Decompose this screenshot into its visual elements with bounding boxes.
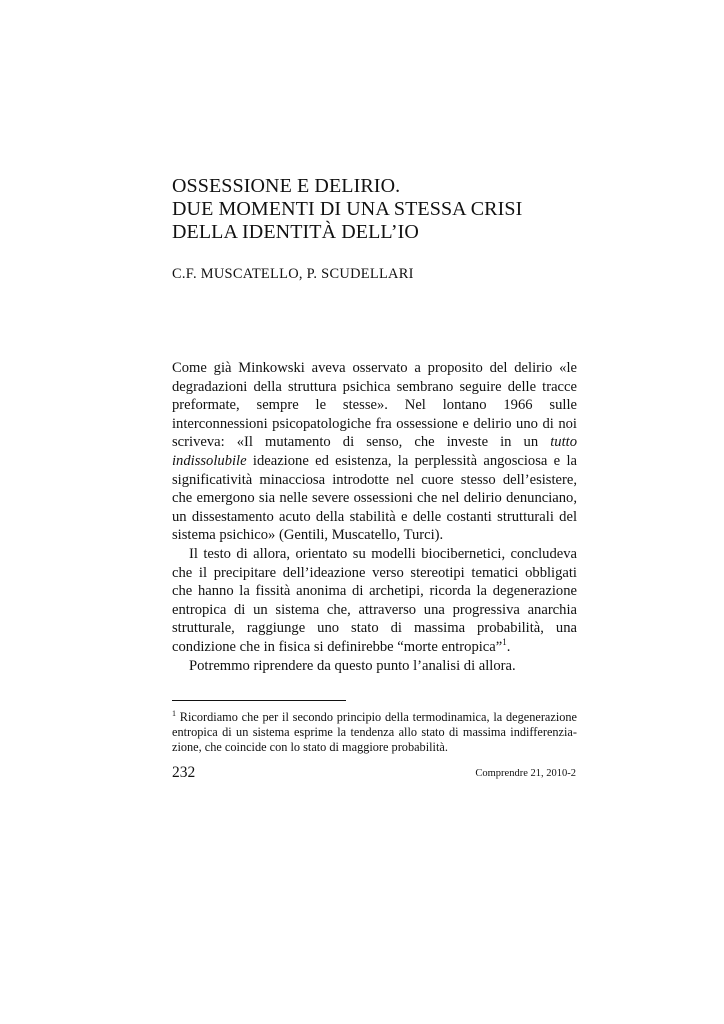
paragraph-1-text-b: ideazione ed esistenza, la perplessità angosciosa e la significatività minacciosa introdotte nel cuore stesso dell’esistere, che emergono sia nelle severe ossessioni che nel delirio denunciano, un dissestamento acuto della stabilità e delle costanti strutturali del sistema psichico» (Gentili, Muscatello, Turci). — [172, 452, 577, 544]
journal-reference: Comprendre 21, 2010-2 — [475, 768, 576, 779]
article-body — [172, 359, 577, 675]
footnote-marker: 1 — [172, 708, 176, 718]
page-number: 232 — [172, 764, 196, 781]
footnote — [172, 710, 577, 756]
footnote-reference[interactable]: 1 — [502, 637, 507, 648]
paragraph-1-italic: tutto indissolubile — [172, 434, 577, 469]
paragraph-2-text: Il testo di allora, orientato su modelli biocibernetici, concludeva che il precipitare dell’ideazione verso stereotipi tematici obbligati che hanno la fissità anonima di archetipi, ricorda la degenerazione entropica di un sistema che, attraverso una progressiva anarchia strutturale, raggiunge uno stato di massima probabilità, una condizione che in fisica si definirebbe “morte entropica” — [172, 545, 577, 655]
paragraph-1-text-a: Come già Minkowski aveva osservato a proposito del delirio «le degradazioni della struttura psichica sembrano seguire delle tracce preformate, sempre le stesse». Nel lontano 1966 sulle interconnessioni psicopatologiche fra ossessione e delirio uno di noi scriveva: «Il mutamento di senso, che investe in un — [172, 360, 577, 451]
article-authors: C.F. MUSCATELLO, P. SCUDELLARI — [172, 266, 414, 282]
paragraph-2-end: . — [506, 638, 511, 655]
article-title — [172, 175, 592, 244]
title-line-2: DUE MOMENTI DI UNA STESSA CRISI — [172, 198, 523, 220]
title-line-3: DELLA IDENTITÀ DELL’IO — [172, 221, 419, 243]
paragraph-3: Potremmo riprendere da questo punto l’analisi di allora. — [189, 657, 516, 674]
paragraph-1 — [172, 359, 577, 545]
title-line-1: OSSESSIONE E DELIRIO. — [172, 175, 401, 197]
footnote-text: Ricordiamo che per il secondo principio della termodinamica, la degenerazione entropica di un sistema esprime la tendenza allo stato di massima indifferenziazione, che coincide con lo stato di maggiore probabilità. — [172, 710, 577, 755]
paragraph-2 — [172, 545, 577, 657]
footnote-divider — [172, 700, 346, 701]
